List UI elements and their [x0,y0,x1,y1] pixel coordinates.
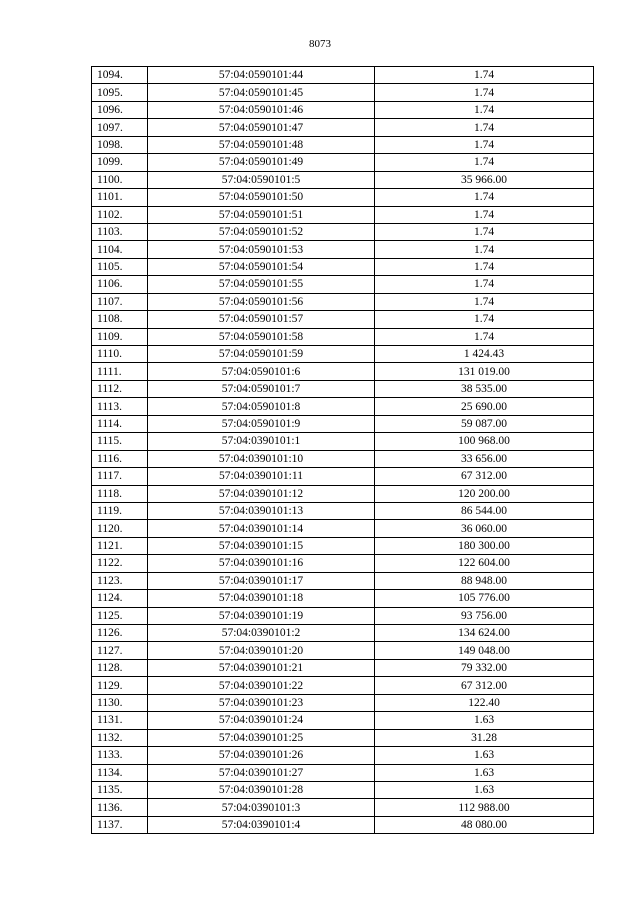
row-number-cell: 1113. [92,398,148,415]
table-row [92,241,594,258]
cadastral-number-cell: 57:04:0590101:56 [148,293,375,310]
value-cell: 112 988.00 [375,799,594,816]
table-row [92,398,594,415]
table-row [92,258,594,275]
table-row [92,450,594,467]
table-row [92,67,594,84]
table-row [92,799,594,816]
table-row [92,607,594,624]
row-number-cell: 1109. [92,328,148,345]
value-cell: 1.74 [375,119,594,136]
row-number-cell: 1102. [92,206,148,223]
cadastral-number-cell: 57:04:0390101:25 [148,729,375,746]
table-row [92,642,594,659]
cadastral-number-cell: 57:04:0390101:22 [148,677,375,694]
cadastral-number-cell: 57:04:0590101:8 [148,398,375,415]
table-row [92,712,594,729]
row-number-cell: 1115. [92,433,148,450]
row-number-cell: 1133. [92,747,148,764]
row-number-cell: 1134. [92,764,148,781]
row-number-cell: 1131. [92,712,148,729]
value-cell: 1.63 [375,712,594,729]
value-cell: 79 332.00 [375,659,594,676]
value-cell: 31.28 [375,729,594,746]
row-number-cell: 1122. [92,555,148,572]
table-row [92,520,594,537]
row-number-cell: 1094. [92,67,148,84]
table-row [92,189,594,206]
row-number-cell: 1107. [92,293,148,310]
value-cell: 1.74 [375,189,594,206]
row-number-cell: 1127. [92,642,148,659]
table-row [92,572,594,589]
row-number-cell: 1121. [92,537,148,554]
cadastral-number-cell: 57:04:0590101:59 [148,346,375,363]
value-cell: 67 312.00 [375,677,594,694]
value-cell: 59 087.00 [375,415,594,432]
table-row [92,328,594,345]
value-cell: 1 424.43 [375,346,594,363]
cadastral-number-cell: 57:04:0390101:26 [148,747,375,764]
table-row [92,485,594,502]
cadastral-number-cell: 57:04:0590101:7 [148,380,375,397]
cadastral-number-cell: 57:04:0590101:55 [148,276,375,293]
row-number-cell: 1106. [92,276,148,293]
row-number-cell: 1095. [92,84,148,101]
cadastral-number-cell: 57:04:0590101:46 [148,101,375,118]
cadastral-number-cell: 57:04:0390101:16 [148,555,375,572]
table-row [92,729,594,746]
table-row [92,276,594,293]
value-cell: 67 312.00 [375,468,594,485]
table-row [92,747,594,764]
row-number-cell: 1130. [92,694,148,711]
cadastral-number-cell: 57:04:0390101:13 [148,502,375,519]
row-number-cell: 1114. [92,415,148,432]
cadastral-number-cell: 57:04:0390101:21 [148,659,375,676]
value-cell: 1.74 [375,328,594,345]
table-row [92,694,594,711]
row-number-cell: 1135. [92,781,148,798]
cadastral-number-cell: 57:04:0390101:11 [148,468,375,485]
table-row [92,764,594,781]
table-row [92,101,594,118]
value-cell: 149 048.00 [375,642,594,659]
cadastral-number-cell: 57:04:0390101:14 [148,520,375,537]
value-cell: 1.74 [375,241,594,258]
row-number-cell: 1105. [92,258,148,275]
cadastral-number-cell: 57:04:0590101:58 [148,328,375,345]
value-cell: 120 200.00 [375,485,594,502]
table-row [92,816,594,833]
value-cell: 1.74 [375,84,594,101]
value-cell: 122.40 [375,694,594,711]
table-row [92,380,594,397]
value-cell: 100 968.00 [375,433,594,450]
table-row [92,223,594,240]
row-number-cell: 1129. [92,677,148,694]
table-body [92,67,594,834]
row-number-cell: 1124. [92,590,148,607]
cadastral-number-cell: 57:04:0390101:12 [148,485,375,502]
row-number-cell: 1111. [92,363,148,380]
cadastral-number-cell: 57:04:0390101:17 [148,572,375,589]
table-row [92,677,594,694]
table-row [92,154,594,171]
row-number-cell: 1137. [92,816,148,833]
cadastral-number-cell: 57:04:0390101:20 [148,642,375,659]
value-cell: 1.74 [375,101,594,118]
table-row [92,659,594,676]
cadastral-number-cell: 57:04:0390101:28 [148,781,375,798]
table-row [92,625,594,642]
table-row [92,136,594,153]
row-number-cell: 1116. [92,450,148,467]
row-number-cell: 1119. [92,502,148,519]
value-cell: 180 300.00 [375,537,594,554]
table-row [92,171,594,188]
row-number-cell: 1104. [92,241,148,258]
cadastral-number-cell: 57:04:0590101:45 [148,84,375,101]
cadastral-number-cell: 57:04:0390101:2 [148,625,375,642]
table-row [92,590,594,607]
row-number-cell: 1099. [92,154,148,171]
row-number-cell: 1126. [92,625,148,642]
row-number-cell: 1136. [92,799,148,816]
cadastral-number-cell: 57:04:0590101:9 [148,415,375,432]
value-cell: 48 080.00 [375,816,594,833]
cadastral-number-cell: 57:04:0590101:6 [148,363,375,380]
value-cell: 88 948.00 [375,572,594,589]
value-cell: 93 756.00 [375,607,594,624]
cadastral-number-cell: 57:04:0590101:44 [148,67,375,84]
row-number-cell: 1100. [92,171,148,188]
cadastral-number-cell: 57:04:0590101:5 [148,171,375,188]
cadastral-number-cell: 57:04:0590101:47 [148,119,375,136]
cadastral-value-table [91,66,594,834]
cadastral-number-cell: 57:04:0390101:19 [148,607,375,624]
row-number-cell: 1098. [92,136,148,153]
table-row [92,781,594,798]
value-cell: 38 535.00 [375,380,594,397]
value-cell: 25 690.00 [375,398,594,415]
cadastral-number-cell: 57:04:0390101:1 [148,433,375,450]
table-row [92,433,594,450]
row-number-cell: 1103. [92,223,148,240]
cadastral-number-cell: 57:04:0590101:51 [148,206,375,223]
cadastral-number-cell: 57:04:0390101:3 [148,799,375,816]
cadastral-number-cell: 57:04:0390101:15 [148,537,375,554]
value-cell: 1.63 [375,781,594,798]
value-cell: 86 544.00 [375,502,594,519]
row-number-cell: 1118. [92,485,148,502]
row-number-cell: 1101. [92,189,148,206]
table-row [92,363,594,380]
value-cell: 1.74 [375,136,594,153]
value-cell: 1.74 [375,67,594,84]
table-row [92,468,594,485]
cadastral-number-cell: 57:04:0590101:48 [148,136,375,153]
row-number-cell: 1123. [92,572,148,589]
row-number-cell: 1097. [92,119,148,136]
row-number-cell: 1096. [92,101,148,118]
row-number-cell: 1125. [92,607,148,624]
cadastral-number-cell: 57:04:0590101:50 [148,189,375,206]
value-cell: 105 776.00 [375,590,594,607]
value-cell: 131 019.00 [375,363,594,380]
value-cell: 1.74 [375,154,594,171]
cadastral-number-cell: 57:04:0390101:23 [148,694,375,711]
table-row [92,293,594,310]
table-row [92,537,594,554]
table-row [92,502,594,519]
table-row [92,311,594,328]
value-cell: 1.74 [375,223,594,240]
cadastral-number-cell: 57:04:0590101:53 [148,241,375,258]
row-number-cell: 1110. [92,346,148,363]
page-number: 8073 [309,38,331,50]
value-cell: 1.63 [375,747,594,764]
row-number-cell: 1128. [92,659,148,676]
row-number-cell: 1120. [92,520,148,537]
cadastral-number-cell: 57:04:0590101:54 [148,258,375,275]
cadastral-number-cell: 57:04:0390101:24 [148,712,375,729]
row-number-cell: 1132. [92,729,148,746]
value-cell: 1.63 [375,764,594,781]
cadastral-number-cell: 57:04:0590101:49 [148,154,375,171]
value-cell: 1.74 [375,258,594,275]
value-cell: 33 656.00 [375,450,594,467]
value-cell: 1.74 [375,276,594,293]
cadastral-number-cell: 57:04:0390101:4 [148,816,375,833]
table-row [92,555,594,572]
value-cell: 35 966.00 [375,171,594,188]
row-number-cell: 1108. [92,311,148,328]
value-cell: 134 624.00 [375,625,594,642]
value-cell: 1.74 [375,293,594,310]
table-row [92,206,594,223]
value-cell: 1.74 [375,206,594,223]
value-cell: 122 604.00 [375,555,594,572]
cadastral-number-cell: 57:04:0590101:57 [148,311,375,328]
cadastral-number-cell: 57:04:0390101:18 [148,590,375,607]
row-number-cell: 1112. [92,380,148,397]
table-row [92,415,594,432]
cadastral-number-cell: 57:04:0390101:10 [148,450,375,467]
row-number-cell: 1117. [92,468,148,485]
value-cell: 36 060.00 [375,520,594,537]
table-row [92,346,594,363]
table-row [92,84,594,101]
table-row [92,119,594,136]
cadastral-number-cell: 57:04:0390101:27 [148,764,375,781]
value-cell: 1.74 [375,311,594,328]
cadastral-number-cell: 57:04:0590101:52 [148,223,375,240]
